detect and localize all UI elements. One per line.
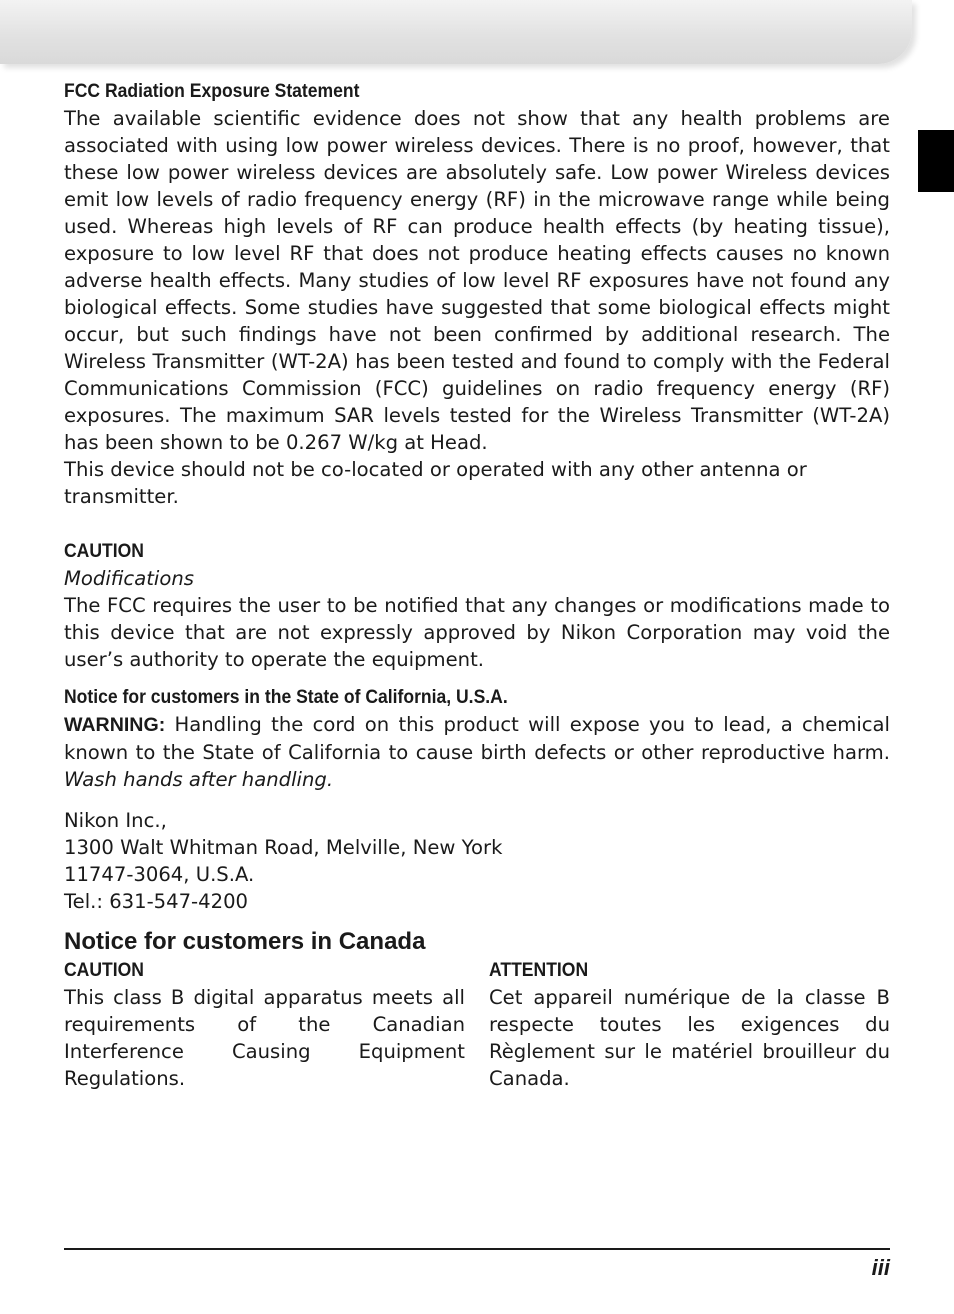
california-heading: Notice for customers in the State of California, U.S.A.: [64, 686, 508, 708]
address-zip: 11747-3064, U.S.A.: [64, 863, 255, 886]
caution-subheading: Modifications: [64, 567, 194, 590]
caution-heading: CAUTION: [64, 540, 144, 562]
chapter-tab-marker: [918, 130, 954, 192]
fcc-colocation-note: This device should not be co-located or operated with any other antenna or transmitter.: [64, 458, 807, 508]
warning-text: Handling the cord on this product will expose you to lead, a chemical known to the State of California to cause birth defects or other reproductive harm.: [64, 713, 890, 764]
canada-french-heading: ATTENTION: [489, 959, 589, 981]
california-warning: [64, 711, 890, 793]
canada-english-column: [64, 957, 465, 1092]
footer-rule: [64, 1248, 890, 1250]
fcc-heading: FCC Radiation Exposure Statement: [64, 80, 360, 102]
page-content: [64, 78, 890, 1092]
address-company: Nikon Inc.,: [64, 809, 167, 832]
warning-italic: Wash hands after handling.: [64, 768, 334, 791]
page-number: iii: [871, 1255, 890, 1280]
address-street: 1300 Walt Whitman Road, Melville, New York: [64, 836, 503, 859]
address-tel: Tel.: 631-547-4200: [64, 890, 248, 913]
canada-french-column: [489, 957, 890, 1092]
canada-french-body: Cet appareil numérique de la classe B respecte toutes les exigences du Règlement sur le matériel brouilleur du Canada.: [489, 986, 890, 1090]
canada-english-heading: CAUTION: [64, 959, 144, 981]
canada-columns: [64, 957, 890, 1092]
canada-title: Notice for customers in Canada: [64, 928, 426, 955]
warning-label: WARNING:: [64, 714, 166, 736]
caution-body: The FCC requires the user to be notified that any changes or modifications made to this device that are not expressly approved by Nikon Corporation may void the user’s authority to operate the equipment.: [64, 594, 890, 671]
header-band: [0, 0, 912, 64]
canada-english-body: This class B digital apparatus meets all requirements of the Canadian Interference Causing Equipment Regulations.: [64, 986, 465, 1090]
fcc-body: The available scientific evidence does not show that any health problems are associated with using low power wireless devices. There is no proof, however, that these low power wireless devices are absolutely safe. Low power Wireless devices emit low levels of radio frequency energy (RF) in the microwave range while being used. Whereas high levels of RF can produce health effects (by heating tissue), exposure to low level RF that does not produce heating effects causes no known adverse health effects. Many studies of low level RF exposures have not found any biological effects. Some studies have suggested that some biological effects might occur, but such findings have not been confirmed by additional research. The Wireless Transmitter (WT-2A) has been tested and found to comply with the Federal Communications Commission (FCC) guidelines on radio frequency energy (RF) exposures. The maximum SAR levels tested for the Wireless Transmitter (WT-2A) has been shown to be 0.267 W/kg at Head.: [64, 107, 890, 454]
address-block: [64, 807, 890, 915]
